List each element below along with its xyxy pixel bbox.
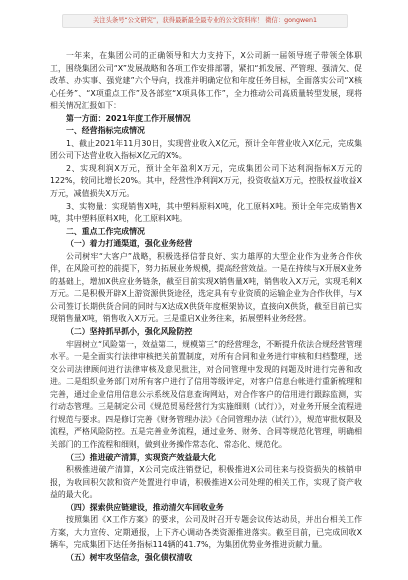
document-paragraph: 牢固树立“风险第一，效益第二，规模第三”的经营理念，不断提升依法合规经营管理水平。一是全面实行法律审核把关前置制度，对所有合同和业务进行审核和归档整理，送交公司法律顾问进行法律审核及意见批注，对合同管理中发现的问题及时进行完善和改进。二是组织业务部门对所有客户进行了信用等级评定，对客户信息台帐进行重新梳理和完善，通过企业信用信息公示系统及信息查询网站，对合作客户的信用进行跟踪监测，实行动态管理。三是制定公司《规范贸易经营行为实施细则（试行）》，对业务开展全流程进行规范与要求。四是修订完善《财务管理办法》《合同管理办法（试行）》，规范审批权限及流程，严格风险防控。五是完善业务流程，通过业务、财务、合同等规范化管理，明确相关部门的工作流程和细则，做到业务操作常态化、常态化、规范化。 xyxy=(50,339,362,449)
section-heading: （三）推进破产清算，实现资产效益最大化 xyxy=(66,452,216,462)
promo-banner[interactable]: 关注头条号“公文研究”，获得最新最全最专业的公文资料库！ 微信：gongwen1 xyxy=(62,14,348,28)
section-heading: （五）树牢攻坚信念，强化债权清收 xyxy=(66,552,193,562)
document-paragraph: 一年来，在集团公司的正确领导和大力支持下，X公司新一届领导班子带领全体职工，围绕集团公司“X”发展战略和各项工作安排部署，紧扣“抓发展、严管理、强清欠、促改革、办实事、强党建”六个导向，找准并明确定位和年度任务目标，全面落实公司“X核心任务”、“X项重点工作”及各部室“X项具体工作”，全力推动公司高质量转型发展，现将相关情况汇报如下： xyxy=(50,51,362,111)
document-paragraph: 2、实现利润X万元，预计全年盈利X万元，完成集团公司下达利润指标X万元的122%，较同比增长20%。其中，经营性净利润X万元，投资收益X万元，控股权益收益X万元，减值损失X万元。 xyxy=(50,163,362,199)
document-paragraph: 积极推进破产清算，X公司完成注销登记，积极推进X公司往来与投资损失的核销申报，为收回积欠款和资产处置进行申请，积极推进X公司处理的相关工作，实现了资产收益的最大化。 xyxy=(50,465,362,500)
document-paragraph: 公司树牢“大客户”战略，积极选择信誉良好、实力雄厚的大型企业作为业务合作伙伴，在风险可控的前提下，努力拓展业务规模，提高经营效益。一是在持续与X开展X业务的基础上，增加X供应业务链条，截至目前实现X销售量X吨，销售收入X万元，实现毛利X万元。二是积极开辟X上游资源供货途径，选定具有专业资质的运输企业为合作伙伴，与X公司签订长期供货合同的同时与X达成X供货年度框架协议，直接向X供货，截至目前已实现销售量X吨，销售收入X万元。三是重启X业务往来，拓展塑料业务经营。 xyxy=(50,251,362,324)
section-heading: （二）坚持抓早抓小，强化风险防控 xyxy=(66,327,193,337)
document-paragraph: 3、实物量：实现销售X吨，其中塑料原料X吨，化工原料X吨。预计全年完成销售X吨，其中塑料原料X吨，化工原料X吨。 xyxy=(50,201,362,224)
section-heading: （四）探索供应链建设，推动清欠车回收业务 xyxy=(66,502,224,512)
document-paragraph: 1、截止2021年11月30日，实现营业收入X亿元，预计全年营业收入X亿元，完成集团公司下达营业收入指标X亿元的X%。 xyxy=(50,138,362,161)
section-heading: 一、经营指标完成情况 xyxy=(66,126,145,136)
document-paragraph: 按照集团《X工作方案》的要求，公司及时召开专题会议传达动员，并出台相关工作方案，大力宣传、定期通报，上下齐心调动各类资源推进落实。截至目前，已完成回收X辆车，完成集团下达任务指标114辆的41.7%，为集团优势业务推进贡献力量。 xyxy=(50,515,362,550)
document-body xyxy=(50,50,362,564)
section-heading: 第一方面：2021年度工作开展情况 xyxy=(66,113,191,123)
section-heading: 二、重点工作完成情况 xyxy=(66,226,145,236)
section-heading: （一）着力打通渠道，强化业务经营 xyxy=(66,239,193,249)
